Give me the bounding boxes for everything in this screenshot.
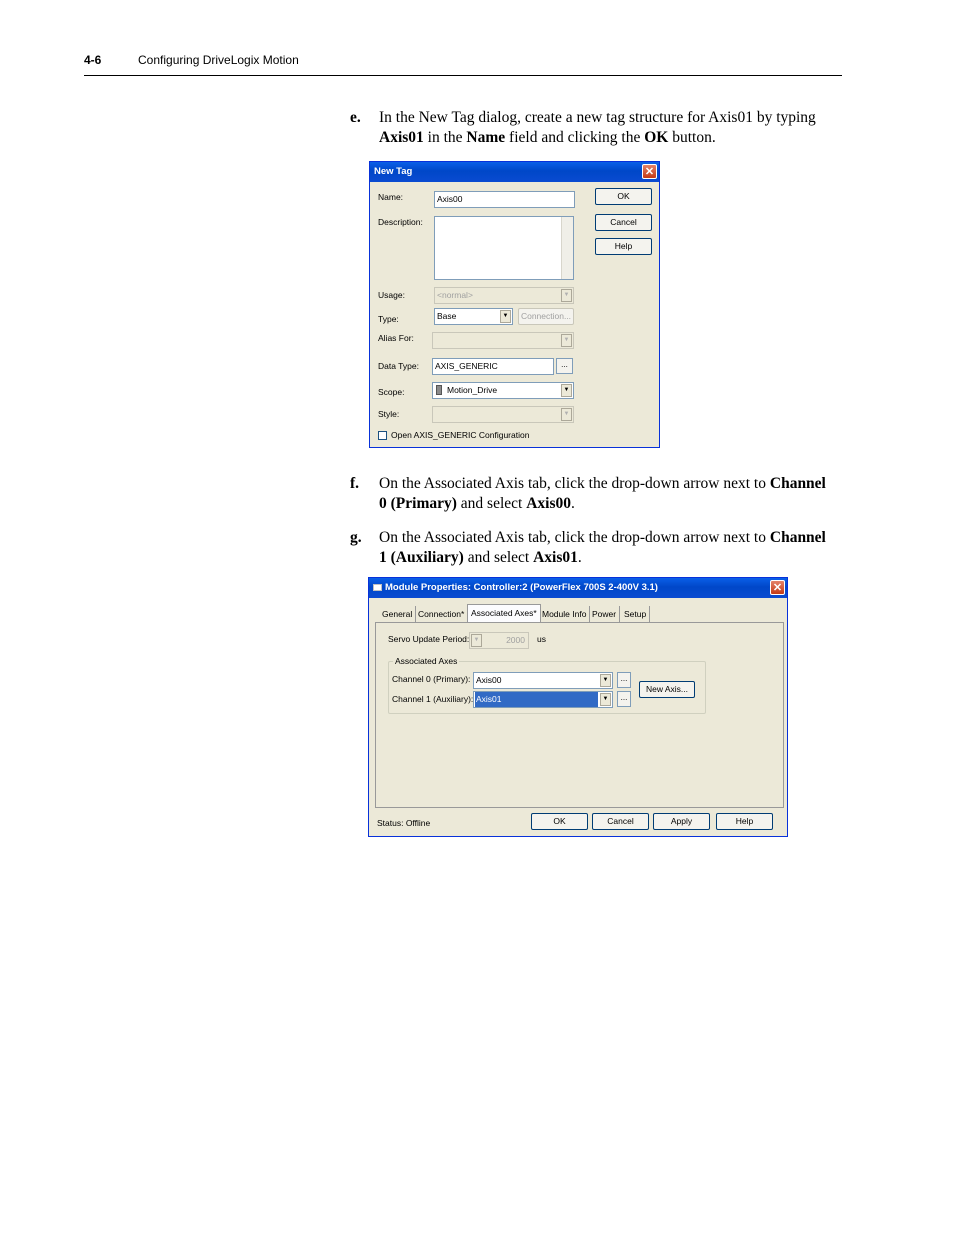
step-label: g.	[350, 529, 362, 546]
ok-button[interactable]: OK	[595, 188, 652, 205]
step-label: f.	[350, 475, 360, 492]
data-type-browse-button[interactable]: ...	[556, 358, 573, 374]
channel1-label: Channel 1 (Auxiliary):	[392, 694, 474, 704]
channel0-label: Channel 0 (Primary):	[392, 674, 471, 684]
usage-label: Usage:	[378, 290, 405, 300]
chevron-down-icon[interactable]: ▼	[600, 693, 611, 706]
description-label: Description:	[378, 217, 423, 227]
page-number: 4-6	[84, 53, 102, 67]
cancel-button[interactable]: Cancel	[592, 813, 649, 830]
new-axis-button[interactable]: New Axis...	[639, 681, 695, 698]
channel0-select[interactable]: Axis00 ▼	[473, 672, 613, 689]
channel1-browse-button[interactable]: ...	[617, 691, 631, 707]
tab-setup[interactable]: Setup	[621, 606, 650, 622]
style-label: Style:	[378, 409, 400, 419]
data-type-field[interactable]: AXIS_GENERIC	[432, 358, 554, 375]
close-icon[interactable]: ✕	[642, 164, 657, 179]
scope-select[interactable]: Motion_Drive ▼	[432, 382, 574, 399]
controller-icon	[436, 385, 442, 395]
tab-associated-axes[interactable]: Associated Axes*	[467, 604, 541, 623]
tab-panel	[375, 622, 784, 808]
new-tag-dialog	[369, 161, 660, 448]
dialog-title: New Tag	[370, 162, 659, 182]
chevron-down-icon[interactable]: ▼	[500, 310, 511, 323]
tab-power[interactable]: Power	[589, 606, 620, 622]
chevron-down-icon: ▼	[561, 289, 572, 302]
cancel-button[interactable]: Cancel	[595, 214, 652, 231]
usage-select: <normal> ▼	[434, 287, 574, 304]
channel0-browse-button[interactable]: ...	[617, 672, 631, 688]
window-icon	[373, 584, 382, 591]
chevron-down-icon: ▼	[471, 634, 482, 647]
step-text: In the New Tag dialog, create a new tag structure for Axis01 by typing Axis01 in the Name field and clicking the OK button.	[379, 109, 816, 146]
status-text: Status: Offline	[377, 818, 431, 828]
chevron-down-icon[interactable]: ▼	[561, 384, 572, 397]
name-field[interactable]: Axis00	[434, 191, 575, 208]
help-button[interactable]: Help	[716, 813, 773, 830]
open-config-label: Open AXIS_GENERIC Configuration	[391, 430, 530, 440]
dialog-title: Module Properties: Controller:2 (PowerFlex 700S 2-400V 3.1)	[369, 578, 787, 598]
step-text: On the Associated Axis tab, click the drop-down arrow next to Channel 0 (Primary) and select Axis00.	[379, 475, 826, 512]
channel1-select[interactable]: Axis01 ▼	[473, 691, 613, 708]
module-properties-dialog	[368, 577, 788, 837]
alias-for-label: Alias For:	[378, 333, 414, 343]
alias-for-select	[432, 332, 574, 349]
servo-update-unit: us	[537, 634, 546, 644]
tab-general[interactable]: General	[379, 606, 416, 622]
type-label: Type:	[378, 314, 399, 324]
close-icon[interactable]: ✕	[770, 580, 785, 595]
tab-module-info[interactable]: Module Info	[539, 606, 590, 622]
servo-update-select: ▼ 2000	[469, 632, 529, 649]
connection-button: Connection...	[518, 308, 574, 325]
ok-button[interactable]: OK	[531, 813, 588, 830]
servo-update-label: Servo Update Period:	[388, 634, 470, 644]
help-button[interactable]: Help	[595, 238, 652, 255]
step-label: e.	[350, 109, 361, 126]
scope-label: Scope:	[378, 387, 405, 397]
open-config-checkbox[interactable]	[378, 431, 387, 440]
tab-strip	[379, 606, 779, 622]
chevron-down-icon[interactable]: ▼	[600, 674, 611, 687]
tab-connection[interactable]: Connection*	[415, 606, 468, 622]
apply-button[interactable]: Apply	[653, 813, 710, 830]
running-header-title: Configuring DriveLogix Motion	[138, 53, 299, 67]
description-field[interactable]	[434, 216, 574, 280]
type-select[interactable]: Base ▼	[434, 308, 513, 325]
data-type-label: Data Type:	[378, 361, 419, 371]
style-select	[432, 406, 574, 423]
chevron-down-icon: ▼	[561, 408, 572, 421]
header-rule	[84, 75, 842, 76]
step-text: On the Associated Axis tab, click the drop-down arrow next to Channel 1 (Auxiliary) and select Axis01.	[379, 529, 826, 566]
name-label: Name:	[378, 192, 404, 202]
chevron-down-icon: ▼	[561, 334, 572, 347]
scrollbar[interactable]	[561, 217, 573, 279]
group-label: Associated Axes	[395, 656, 458, 666]
